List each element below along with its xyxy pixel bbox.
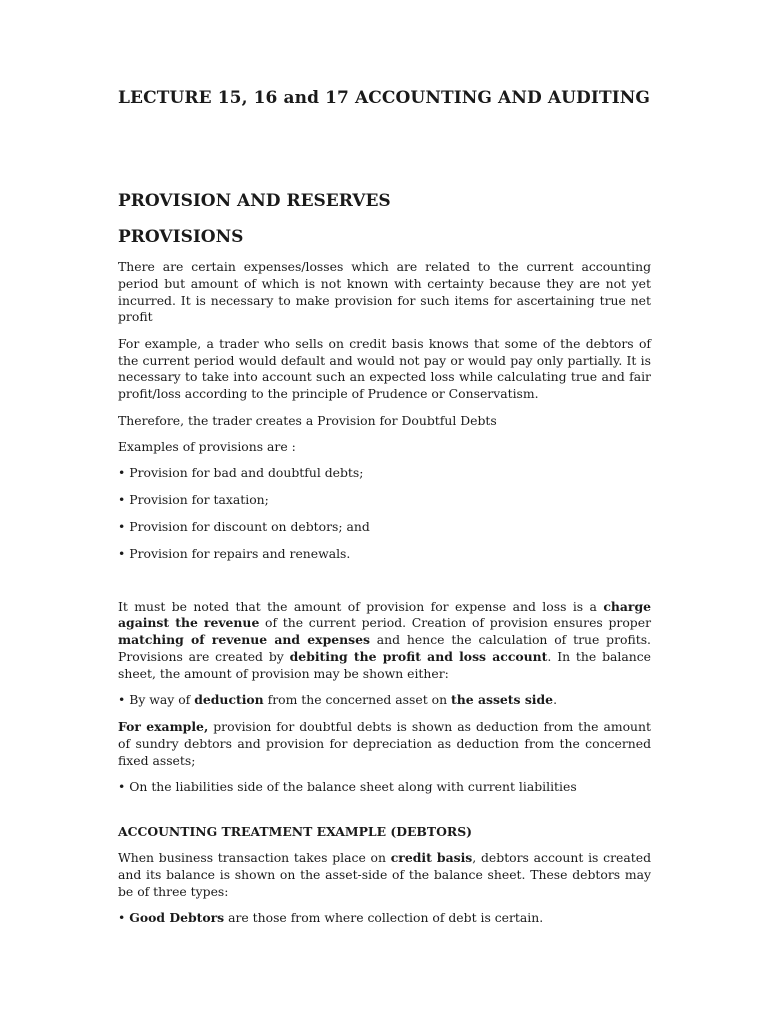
paragraph-trader-example: For example, a trader who sells on credit basis knows that some of the debtors of the current period would default and would not pay or would pay only partially. It is necessary to take into account such an expected loss while calculating true and fair profit/loss according to the principle of Prudence or Conservatism. [118, 335, 651, 402]
paragraph-charge-against-revenue: It must be noted that the amount of provision for expense and loss is a charge against the revenue of the current period. Creation of provision ensures proper matching of revenue and expenses and hence the calculation of true profits. Provisions are created by debiting the profit and loss account. In the balance sheet, the amount of provision may be shown either: [118, 598, 651, 681]
sub-heading: PROVISIONS [118, 227, 244, 247]
subheading-debtors: ACCOUNTING TREATMENT EXAMPLE (DEBTORS) [118, 823, 473, 839]
section-heading: PROVISION AND RESERVES [118, 191, 391, 211]
document-title: LECTURE 15, 16 and 17 ACCOUNTING AND AUDITING [118, 88, 651, 108]
list-item-good-debtors: • Good Debtors are those from where collection of debt is certain. [118, 910, 544, 926]
document-body [118, 259, 651, 937]
list-item-deduction: • By way of deduction from the concerned asset on the assets side. [118, 692, 558, 708]
list-item: • Provision for bad and doubtful debts; [118, 465, 364, 481]
examples-intro: Examples of provisions are : [118, 438, 296, 454]
list-item: • Provision for repairs and renewals. [118, 545, 351, 561]
list-item: • Provision for taxation; [118, 492, 269, 508]
paragraph-doubtful-debts: Therefore, the trader creates a Provision for Doubtful Debts [118, 412, 497, 428]
paragraph-credit-basis: When business transaction takes place on credit basis, debtors account is created and its balance is shown on the asset-side of the balance sheet. These debtors may be of three types: [118, 850, 651, 899]
list-item: • Provision for discount on debtors; and [118, 518, 370, 534]
paragraph-expenses-losses: There are certain expenses/losses which are related to the current accounting period but amount of which is not known with certainty because they are not yet incurred. It is necessary to make provision for such items for ascertaining true net profit [118, 259, 651, 325]
paragraph-for-example: For example, provision for doubtful debts is shown as deduction from the amount of sundry debtors and provision for depreciation as deduction from the concerned fixed assets; [118, 718, 651, 768]
list-item-liabilities: • On the liabilities side of the balance sheet along with current liabilities [118, 778, 577, 794]
